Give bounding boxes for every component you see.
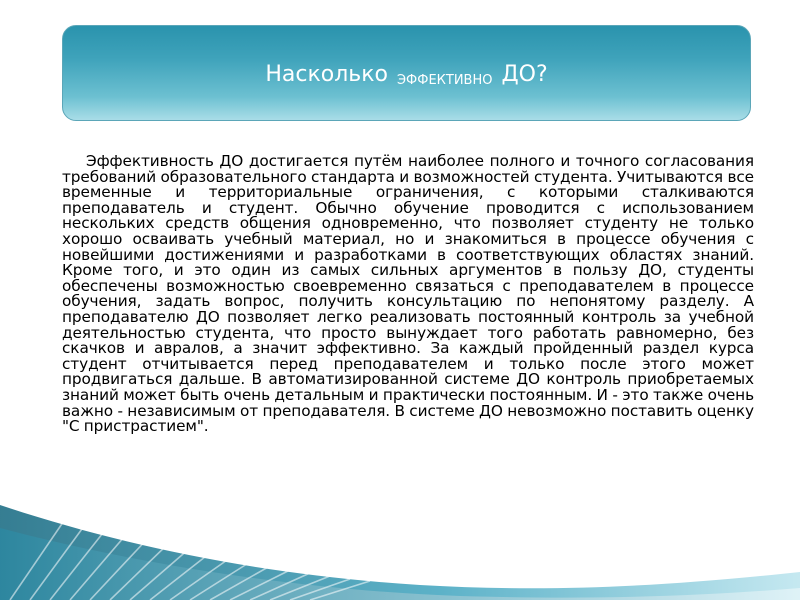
slide-title [63, 62, 750, 87]
title-part-1: Насколько [265, 62, 388, 87]
title-part-3: ДО? [501, 62, 548, 87]
title-box [62, 25, 751, 121]
swoosh-shape-highlight [0, 528, 800, 600]
swoosh-stripes [10, 512, 370, 600]
body-paragraph: Эффективность ДО достигается путём наиболее полного и точного согласования требований образовательного стандарта и возможностей студента. Учитываются все временные и территориальные ограничения, с которыми сталкиваются преподаватель и студент. Обычно обучение проводится с использованием нескольких средств общения одновременно, что позволяет студенту не только хорошо осваивать учебный материал, но и знакомиться в процессе обучения с новейшими достижениями и разработками в соответствующих областях знаний. Кроме того, и это один из самых сильных аргументов в пользу ДО, студенты обеспечены возможностью своевременно связаться с преподавателем в процессе обучения, задать вопрос, получить консультацию по непонятому разделу. А преподавателю ДО позволяет легко реализовать постоянный контроль за учебной деятельностью студента, что просто вынуждает того работать равномерно, без скачков и авралов, а значит эффективно. За каждый пройденный раздел курса студент отчитывается перед преподавателем и только после этого может продвигаться дальше. В автоматизированной системе ДО контроль приобретаемых знаний может быть очень детальным и практически постоянным. И - это также очень важно - независимым от преподавателя. В системе ДО невозможно поставить оценку "С пристрастием". [62, 152, 754, 436]
title-part-2: ЭФФЕКТИВНО [396, 73, 493, 88]
swoosh-shape-main [0, 505, 800, 600]
